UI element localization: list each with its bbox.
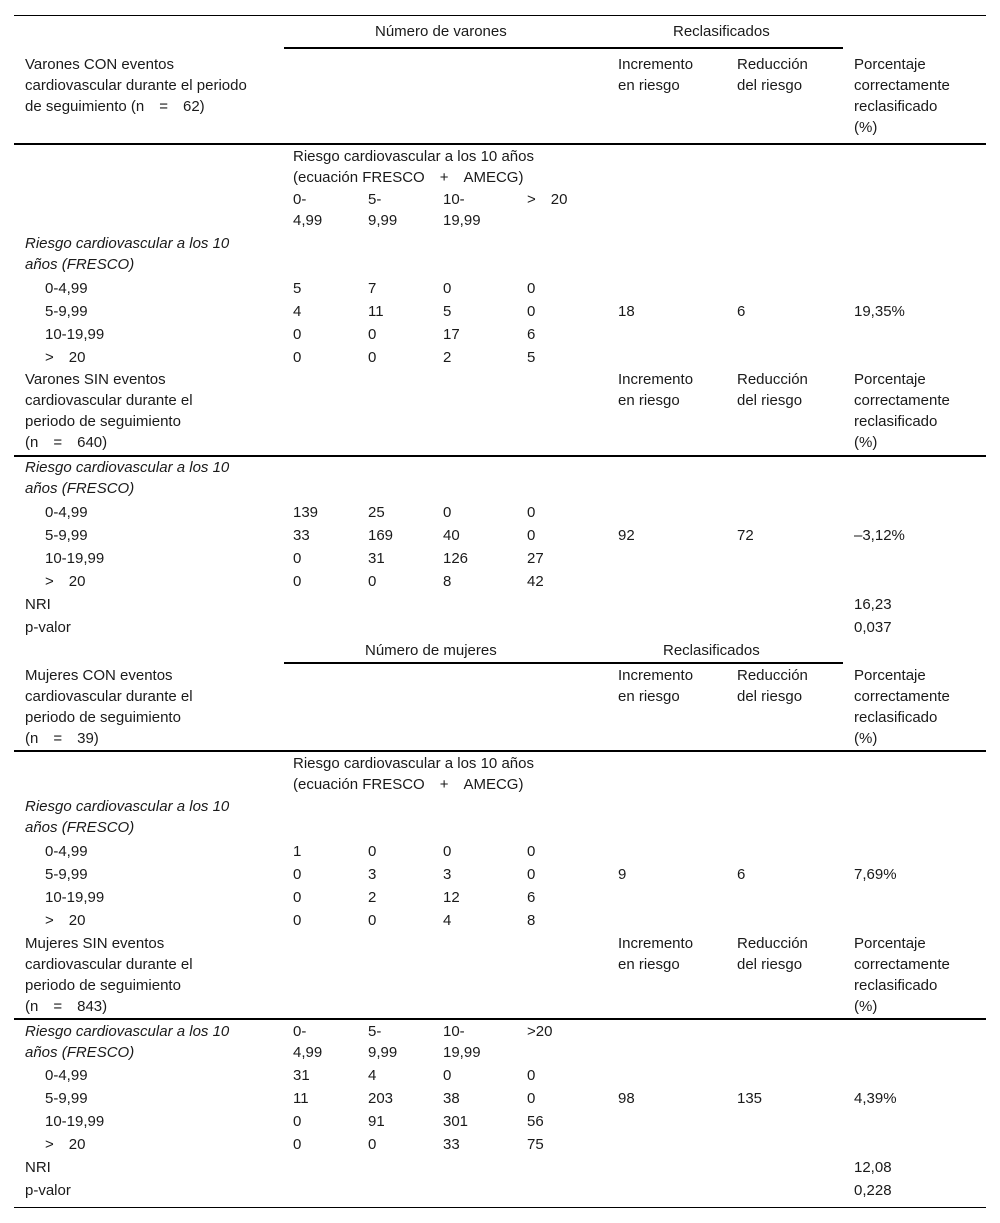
percent-value: 7,69% [854,866,897,883]
row-label: 5-9,99 [45,866,88,883]
column-header-line: 5- [368,1023,382,1040]
row-label: 10-19,99 [45,550,105,567]
table-cell: 0 [527,843,536,860]
reduction-value: 6 [737,866,746,883]
row-label: > 20 [45,349,86,366]
percent-header-line: (%) [854,434,878,451]
sin-events-label-line: cardiovascular durante el [25,956,193,973]
con-events-label-line: cardiovascular durante el periodo [25,77,247,94]
fresco-label-line: años (FRESCO) [25,1044,135,1061]
increase-header-line: Incremento [618,56,694,73]
row-label: 0-4,99 [45,843,88,860]
fresco-label-line: años (FRESCO) [25,256,135,273]
table-cell: 0 [443,504,452,521]
table-cell: 0 [293,326,302,343]
table-cell: 11 [368,303,384,320]
con-events-label-line: de seguimiento (n = 62) [25,98,205,115]
percent-header-line: Porcentaje [854,935,926,952]
table-cell: 91 [368,1113,385,1130]
percent-value: 19,35% [854,303,905,320]
con-events-label-line: periodo de seguimiento [25,709,181,726]
table-cell: 3 [443,866,452,883]
nri-value: 16,23 [854,596,892,613]
row-label: > 20 [45,912,86,929]
reduction-header-line: del riesgo [737,77,803,94]
row-label: 0-4,99 [45,280,88,297]
table-cell: 0 [293,349,302,366]
table-cell: 0 [368,349,377,366]
table-cell: 33 [293,527,310,544]
column-header-line: 19,99 [443,1044,481,1061]
table-cell: 56 [527,1113,544,1130]
table-cell: 3 [368,866,377,883]
reduction-header-line: Reducción [737,371,808,388]
table-cell: 0 [293,866,302,883]
table-cell: 0 [527,1090,536,1107]
table-cell: 31 [368,550,385,567]
table-cell: 8 [527,912,536,929]
sin-events-label-line: (n = 640) [25,434,108,451]
group-title-mujeres: Número de mujeres [365,642,497,659]
increase-header-line: en riesgo [618,956,680,973]
table-cell: 25 [368,504,385,521]
percent-header-line: correctamente [854,688,950,705]
bottom-rule [14,1207,986,1208]
increase-header-line: Incremento [618,935,694,952]
percent-header-line: correctamente [854,956,950,973]
percent-value: 4,39% [854,1090,897,1107]
increase-header-line: en riesgo [618,392,680,409]
table-cell: 4 [443,912,452,929]
table-cell: 0 [443,1067,452,1084]
sin-events-label-line: periodo de seguimiento [25,977,181,994]
table-cell: 0 [527,866,536,883]
percent-value: –3,12% [854,527,905,544]
column-header-line: 9,99 [368,1044,398,1061]
equation-label-line: Riesgo cardiovascular a los 10 años [293,148,534,165]
column-header-line: 19,99 [443,212,481,229]
percent-header-line: reclasificado [854,709,938,726]
fresco-label-line: Riesgo cardiovascular a los 10 [25,798,230,815]
row-label: 5-9,99 [45,1090,88,1107]
header-rule [14,143,986,145]
p-value: 0,228 [854,1182,892,1199]
table-cell: 1 [293,843,302,860]
table-cell: 8 [443,573,452,590]
reduction-header-line: del riesgo [737,956,803,973]
increase-value: 9 [618,866,627,883]
nri-label: NRI [25,1159,51,1176]
table-cell: 75 [527,1136,544,1153]
increase-value: 98 [618,1090,635,1107]
column-header-line: 4,99 [293,1044,323,1061]
table-cell: 0 [527,1067,536,1084]
percent-header-line: (%) [854,730,878,747]
table-cell: 2 [368,889,377,906]
column-header-line: 10- [443,1023,465,1040]
percent-header-line: (%) [854,998,878,1015]
row-label: > 20 [45,1136,86,1153]
increase-header-line: en riesgo [618,688,680,705]
table-cell: 0 [443,843,452,860]
percent-header-line: reclasificado [854,98,938,115]
nri-label: NRI [25,596,51,613]
table-cell: 38 [443,1090,460,1107]
p-value-label: p-valor [25,619,71,636]
section-rule [14,1018,986,1020]
row-label: 10-19,99 [45,326,105,343]
sin-events-label-line: Mujeres SIN eventos [25,935,165,952]
column-header-line: >20 [527,1023,553,1040]
table-cell: 11 [293,1090,309,1107]
table-cell: 0 [527,280,536,297]
con-events-label-line: cardiovascular durante el [25,688,193,705]
reduction-value: 72 [737,527,754,544]
table-cell: 126 [443,550,469,567]
table-cell: 0 [293,573,302,590]
reduction-header-line: del riesgo [737,392,803,409]
table-cell: 31 [293,1067,310,1084]
column-header-line: 5- [368,191,382,208]
fresco-label-line: años (FRESCO) [25,819,135,836]
p-value-label: p-valor [25,1182,71,1199]
table-cell: 5 [527,349,536,366]
table-cell: 5 [293,280,302,297]
increase-value: 92 [618,527,635,544]
reduction-header-line: Reducción [737,56,808,73]
table-cell: 0 [368,912,377,929]
table-cell: 169 [368,527,394,544]
group-underline [284,47,843,49]
row-label: 10-19,99 [45,889,105,906]
row-label: > 20 [45,573,86,590]
equation-label-line: (ecuación FRESCO + AMECG) [293,169,524,186]
table-cell: 7 [368,280,377,297]
increase-value: 18 [618,303,635,320]
table-cell: 0 [527,303,536,320]
table-cell: 6 [527,326,536,343]
row-label: 5-9,99 [45,527,88,544]
percent-header-line: Porcentaje [854,667,926,684]
table-cell: 0 [293,1113,302,1130]
table-cell: 0 [293,889,302,906]
table-cell: 0 [293,912,302,929]
column-header-line: 9,99 [368,212,398,229]
table-cell: 0 [527,527,536,544]
fresco-label-line: Riesgo cardiovascular a los 10 [25,459,230,476]
reclassified-title: Reclasificados [663,642,760,659]
reduction-value: 6 [737,303,746,320]
percent-header-line: correctamente [854,392,950,409]
table-cell: 4 [293,303,302,320]
fresco-label-line: Riesgo cardiovascular a los 10 [25,235,230,252]
table-cell: 4 [368,1067,377,1084]
con-events-label-line: Mujeres CON eventos [25,667,173,684]
table-cell: 0 [368,1136,377,1153]
header-rule [14,750,986,752]
reclassified-title: Reclasificados [673,23,770,40]
table-cell: 40 [443,527,460,544]
increase-header-line: Incremento [618,667,694,684]
equation-label-line: (ecuación FRESCO + AMECG) [293,776,524,793]
equation-label-line: Riesgo cardiovascular a los 10 años [293,755,534,772]
table-cell: 42 [527,573,544,590]
table-cell: 12 [443,889,460,906]
table-cell: 0 [293,550,302,567]
table-cell: 5 [443,303,452,320]
row-label: 0-4,99 [45,1067,88,1084]
percent-header-line: reclasificado [854,977,938,994]
reduction-header-line: del riesgo [737,688,803,705]
table-cell: 0 [368,843,377,860]
row-label: 10-19,99 [45,1113,105,1130]
table-cell: 2 [443,349,452,366]
table-cell: 139 [293,504,319,521]
sin-events-label-line: Varones SIN eventos [25,371,166,388]
top-rule [14,15,986,16]
table-cell: 17 [443,326,460,343]
table-cell: 0 [443,280,452,297]
percent-header-line: correctamente [854,77,950,94]
increase-header-line: Incremento [618,371,694,388]
reduction-header-line: Reducción [737,935,808,952]
table-cell: 0 [368,326,377,343]
reduction-header-line: Reducción [737,667,808,684]
con-events-label-line: (n = 39) [25,730,99,747]
fresco-label-line: años (FRESCO) [25,480,135,497]
fresco-label-line: Riesgo cardiovascular a los 10 [25,1023,230,1040]
sin-events-label-line: cardiovascular durante el [25,392,193,409]
group-underline [284,662,843,664]
table-cell: 6 [527,889,536,906]
table-cell: 203 [368,1090,394,1107]
column-header-line: 10- [443,191,465,208]
table-cell: 0 [368,573,377,590]
group-title-varones: Número de varones [375,23,507,40]
increase-header-line: en riesgo [618,77,680,94]
row-label: 0-4,99 [45,504,88,521]
percent-header-line: reclasificado [854,413,938,430]
sin-events-label-line: periodo de seguimiento [25,413,181,430]
reduction-value: 135 [737,1090,763,1107]
row-label: 5-9,99 [45,303,88,320]
column-header-line: > 20 [527,191,568,208]
column-header-line: 0- [293,1023,307,1040]
percent-header-line: Porcentaje [854,56,926,73]
table-cell: 27 [527,550,544,567]
con-events-label-line: Varones CON eventos [25,56,174,73]
p-value: 0,037 [854,619,892,636]
percent-header-line: (%) [854,119,878,136]
nri-value: 12,08 [854,1159,892,1176]
table-cell: 0 [293,1136,302,1153]
sin-events-label-line: (n = 843) [25,998,108,1015]
table-cell: 301 [443,1113,469,1130]
table-cell: 0 [527,504,536,521]
column-header-line: 4,99 [293,212,323,229]
table-cell: 33 [443,1136,460,1153]
percent-header-line: Porcentaje [854,371,926,388]
column-header-line: 0- [293,191,307,208]
